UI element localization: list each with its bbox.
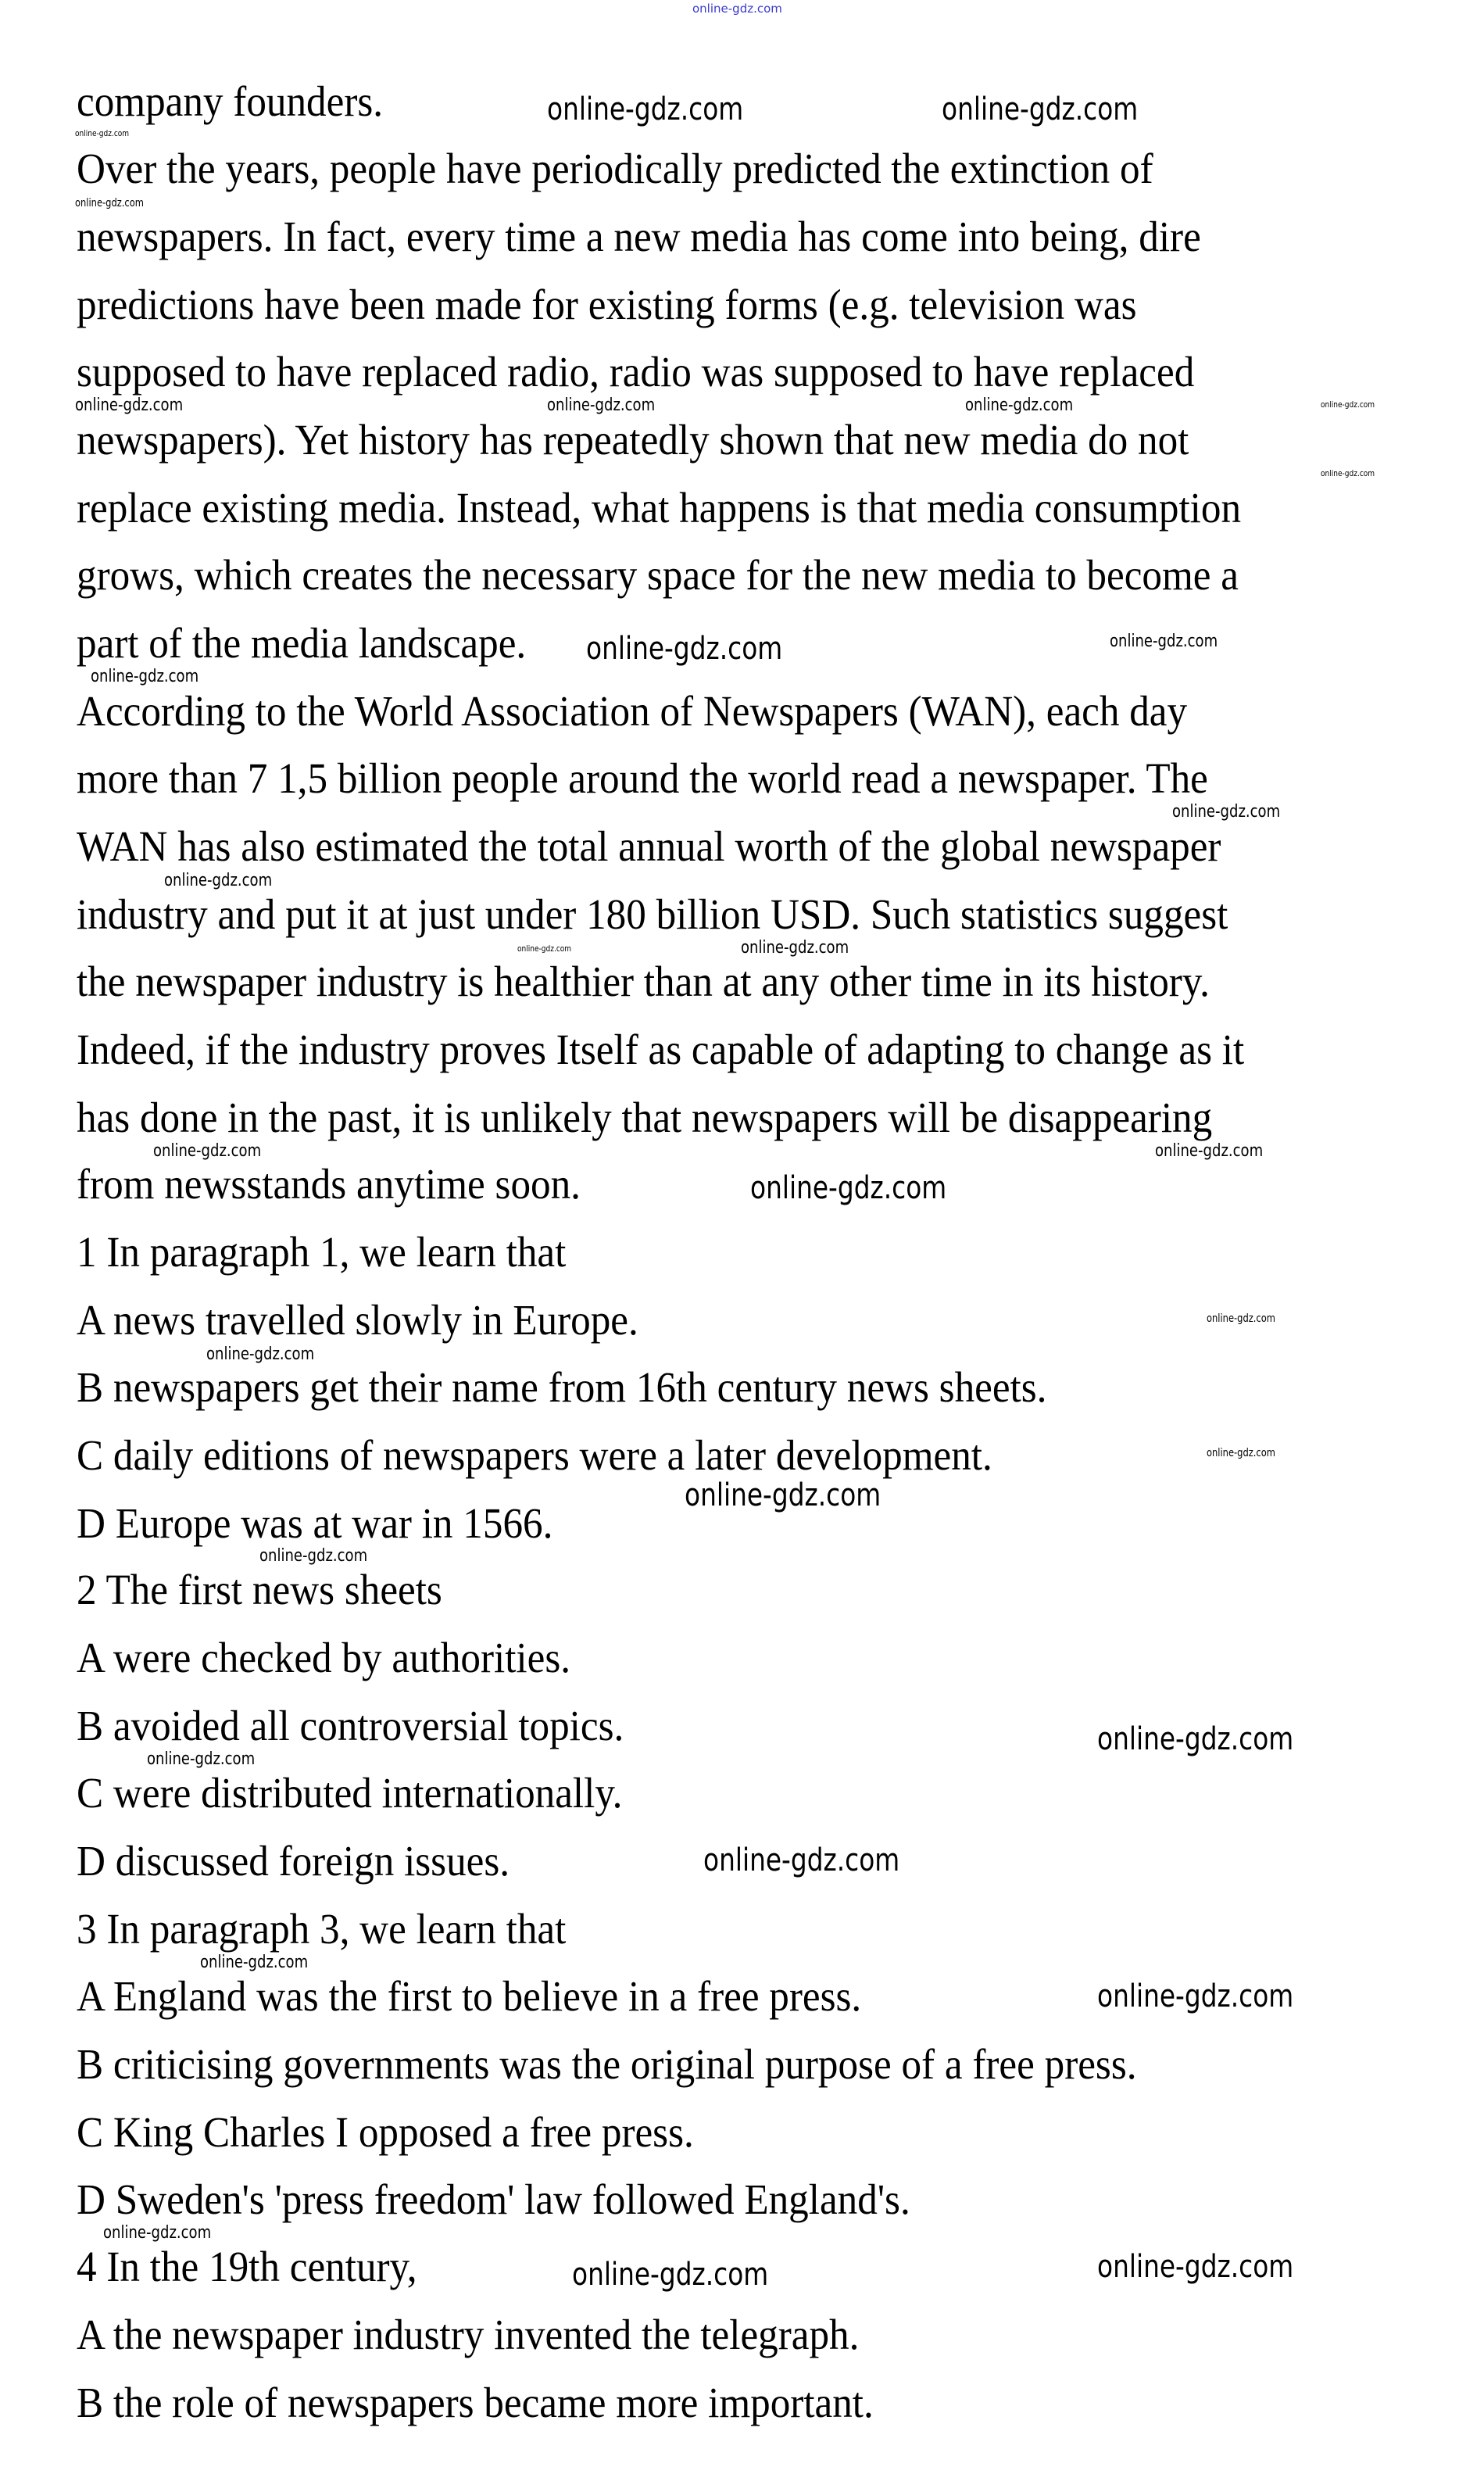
watermark: online-gdz.com <box>1321 399 1375 410</box>
passage-line: company founders. <box>77 77 384 125</box>
question-option: C King Charles I opposed a free press. <box>77 2108 694 2156</box>
passage-line: newspapers). Yet history has repeatedly shown that new media do not <box>77 416 1189 464</box>
watermark: online-gdz.com <box>685 1477 881 1513</box>
question-option: D Europe was at war in 1566. <box>77 1499 553 1547</box>
watermark: online-gdz.com <box>965 396 1074 415</box>
watermark: online-gdz.com <box>517 943 572 954</box>
passage-line: supposed to have replaced radio, radio was supposed to have replaced <box>77 348 1195 396</box>
passage-line: more than 7 1,5 billion people around the world read a newspaper. The <box>77 754 1208 802</box>
passage-line: newspapers. In fact, every time a new media has come into being, dire <box>77 213 1201 260</box>
passage-line: has done in the past, it is unlikely that newspapers will be disappearing <box>77 1094 1213 1141</box>
passage-line: industry and put it at just under 180 billion USD. Such statistics suggest <box>77 890 1228 938</box>
watermark: online-gdz.com <box>1097 1978 1294 2014</box>
question-option: B criticising governments was the original purpose of a free press. <box>77 2040 1137 2088</box>
passage-line: Over the years, people have periodically predicted the extinction of <box>77 145 1153 192</box>
question-option: D discussed foreign issues. <box>77 1837 510 1885</box>
watermark: online-gdz.com <box>1207 1312 1275 1325</box>
passage-line: the newspaper industry is healthier than at any other time in its history. <box>77 958 1210 1005</box>
watermark: online-gdz.com <box>703 1842 900 1878</box>
passage-line: predictions have been made for existing forms (e.g. television was <box>77 281 1137 328</box>
watermark: online-gdz.com <box>1172 802 1281 822</box>
watermark: online-gdz.com <box>586 631 783 667</box>
watermark: online-gdz.com <box>200 1953 309 1972</box>
watermark: online-gdz.com <box>1097 2249 1294 2285</box>
question-option: A news travelled slowly in Europe. <box>77 1296 638 1344</box>
watermark: online-gdz.com <box>1321 468 1375 478</box>
watermark: online-gdz.com <box>547 396 656 415</box>
question-option: D Sweden's 'press freedom' law followed England's. <box>77 2175 910 2223</box>
question-option: B avoided all controversial topics. <box>77 1702 624 1749</box>
watermark: online-gdz.com <box>103 2223 212 2243</box>
question-option: C were distributed internationally. <box>77 1769 623 1817</box>
watermark: online-gdz.com <box>206 1344 315 1364</box>
question-option: A were checked by authorities. <box>77 1634 571 1681</box>
watermark: online-gdz.com <box>741 938 849 958</box>
question-stem: 4 In the 19th century, <box>77 2243 417 2290</box>
question-option: B newspapers get their name from 16th century news sheets. <box>77 1363 1047 1411</box>
watermark: online-gdz.com <box>547 91 744 127</box>
watermark: online-gdz.com <box>259 1546 368 1566</box>
passage-line: Indeed, if the industry proves Itself as capable of adapting to change as it <box>77 1026 1245 1073</box>
watermark: online-gdz.com <box>1155 1141 1264 1161</box>
passage-line: WAN has also estimated the total annual worth of the global newspaper <box>77 822 1221 870</box>
watermark: online-gdz.com <box>153 1141 262 1161</box>
watermark: online-gdz.com <box>75 396 184 415</box>
passage-line: part of the media landscape. <box>77 619 527 667</box>
passage-line: According to the World Association of Newspapers (WAN), each day <box>77 687 1188 735</box>
passage-line: grows, which creates the necessary space for the new media to become a <box>77 551 1239 599</box>
watermark: online-gdz.com <box>164 871 273 890</box>
watermark: online-gdz.com <box>1207 1447 1275 1459</box>
question-option: A England was the first to believe in a free press. <box>77 1972 862 2020</box>
question-option: A the newspaper industry invented the telegraph. <box>77 2311 860 2358</box>
question-option: C daily editions of newspapers were a later development. <box>77 1431 992 1479</box>
watermark: online-gdz.com <box>75 197 144 209</box>
question-option: B the role of newspapers became more important. <box>77 2379 874 2426</box>
question-stem: 3 In paragraph 3, we learn that <box>77 1905 567 1953</box>
passage-line: replace existing media. Instead, what happens is that media consumption <box>77 484 1242 532</box>
watermark: online-gdz.com <box>750 1170 947 1206</box>
watermark: online-gdz.com <box>1110 632 1218 651</box>
question-stem: 1 In paragraph 1, we learn that <box>77 1228 567 1276</box>
watermark: online-gdz.com <box>75 128 130 138</box>
passage-line: from newsstands anytime soon. <box>77 1160 581 1208</box>
header-watermark: online-gdz.com <box>692 2 782 16</box>
watermark: online-gdz.com <box>572 2257 769 2293</box>
question-stem: 2 The first news sheets <box>77 1566 442 1613</box>
watermark: online-gdz.com <box>1097 1721 1294 1757</box>
watermark: online-gdz.com <box>942 91 1139 127</box>
watermark: online-gdz.com <box>91 667 199 686</box>
watermark: online-gdz.com <box>147 1749 256 1769</box>
